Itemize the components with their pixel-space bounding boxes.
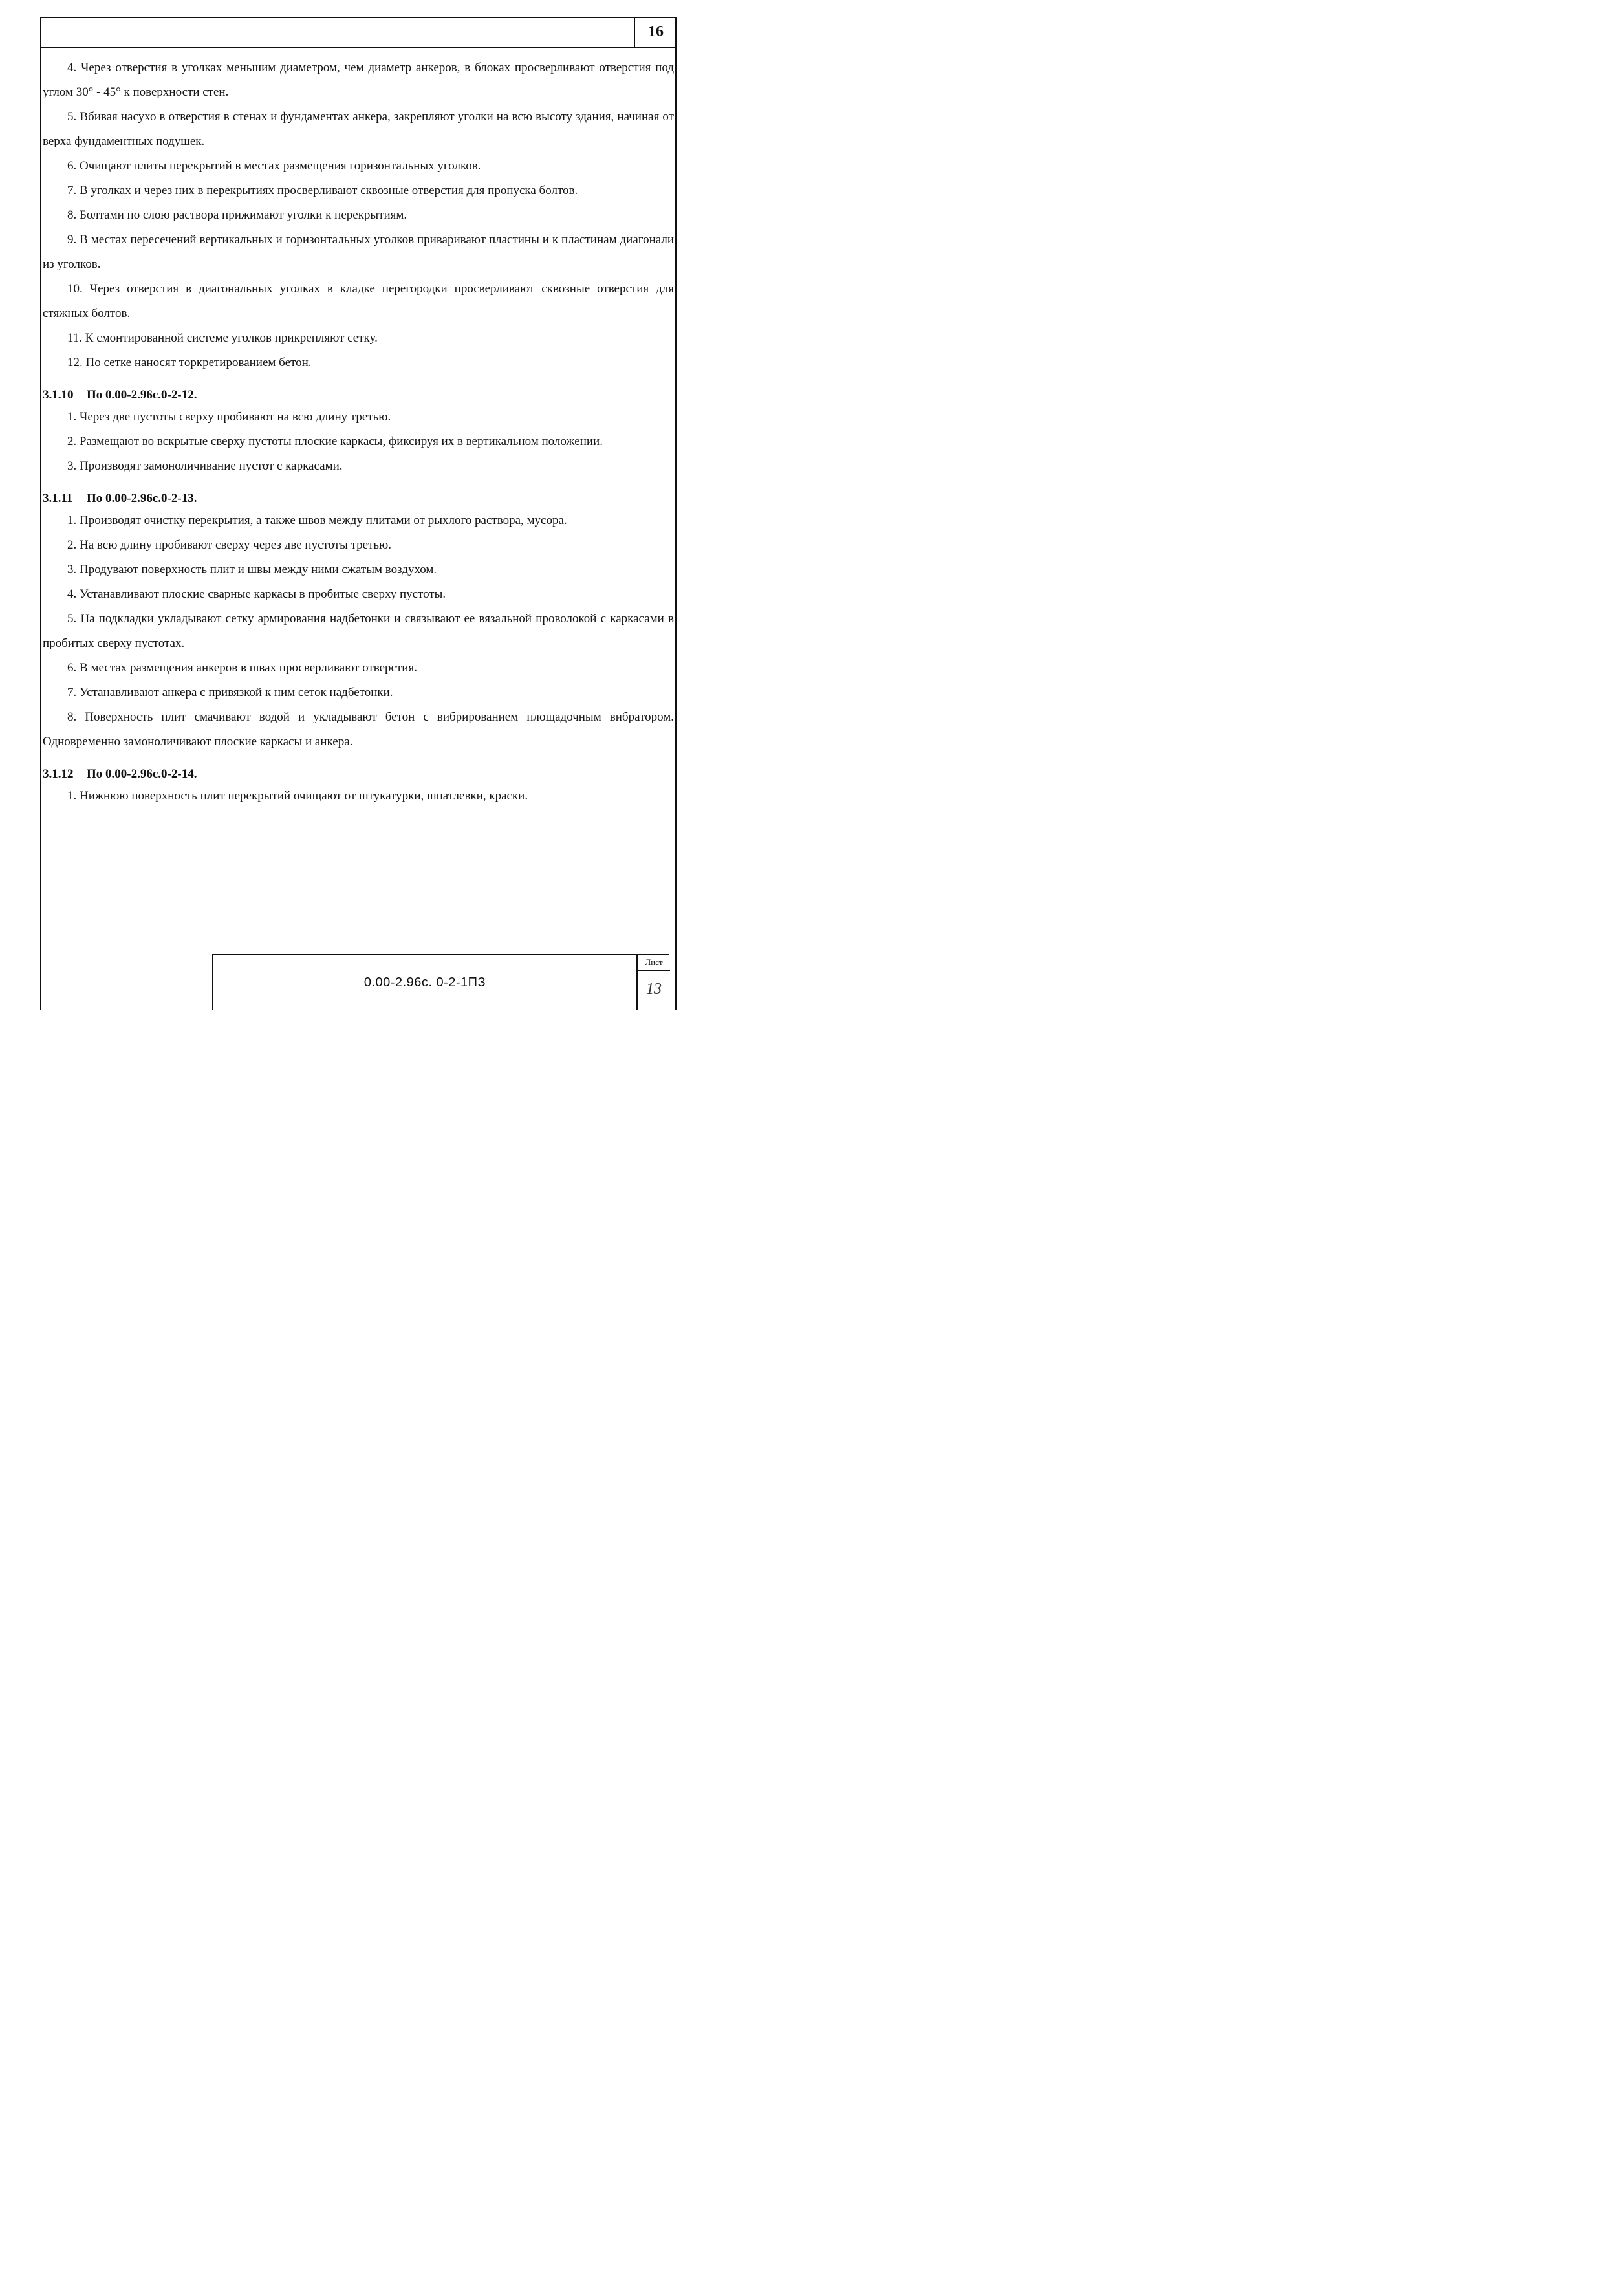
paragraph: 6. В местах размещения анкеров в швах просверливают отверстия.: [67, 661, 417, 675]
section-title: По 0.00-2.96с.0-2-12.: [87, 388, 197, 402]
paragraph: 8. Болтами по слою раствора прижимают уголки к перекрытиям.: [67, 208, 407, 222]
paragraph: 2. На всю длину пробивают сверху через две пустоты третью.: [67, 538, 392, 552]
paragraph: 7. В уголках и через них в перекрытиях просверливают сквозные отверстия для пропуска болтов.: [67, 184, 578, 197]
sheet-label: Лист: [638, 955, 670, 971]
paragraph: 7. Устанавливают анкера с привязкой к ним сеток надбетонки.: [67, 686, 393, 699]
section-title: По 0.00-2.96с.0-2-14.: [87, 767, 197, 781]
paragraph: 10. Через отверстия в диагональных уголках в кладке перегородки просверливают сквозные отверстия для стяжных болтов.: [43, 282, 674, 320]
paragraph: 1. Производят очистку перекрытия, а также швов между плитами от рыхлого раствора, мусора.: [67, 514, 567, 527]
paragraph: 3. Производят замоноличивание пустот с каркасами.: [67, 459, 343, 473]
section-gap: [43, 754, 674, 765]
document-code: 0.00-2.96с. 0-2-1ПЗ: [363, 975, 486, 990]
paragraph: 8. Поверхность плит смачивают водой и укладывают бетон с вибрированием площадочным вибратором. Одновременно замоноличивают плоские каркасы и анкера.: [43, 710, 674, 748]
section-number: 3.1.10: [43, 388, 74, 402]
section-heading: [43, 386, 674, 405]
paragraph: 1. Нижнюю поверхность плит перекрытий очищают от штукатурки, шпатлевки, краски.: [67, 789, 528, 803]
section-heading: [43, 765, 674, 784]
section-gap: [43, 375, 674, 386]
paragraph: 4. Устанавливают плоские сварные каркасы в пробитые сверху пустоты.: [67, 587, 446, 601]
paragraph: 12. По сетке наносят торкретированием бетон.: [67, 356, 312, 369]
paragraph: 2. Размещают во вскрытые сверху пустоты плоские каркасы, фиксируя их в вертикальном положении.: [67, 435, 603, 448]
document-body: [43, 56, 674, 809]
paragraph: 1. Через две пустоты сверху пробивают на всю длину третью.: [67, 410, 391, 424]
title-block: [212, 954, 669, 1010]
section-heading: [43, 489, 674, 508]
paragraph: 3. Продувают поверхность плит и швы между ними сжатым воздухом.: [67, 563, 437, 576]
page-number: 16: [634, 17, 677, 47]
section-title: По 0.00-2.96с.0-2-13.: [87, 492, 197, 505]
section-number: 3.1.12: [43, 767, 74, 781]
paragraph: 4. Через отверстия в уголках меньшим диаметром, чем диаметр анкеров, в блоках просверливают отверстия под углом 30° - 45° к поверхности стен.: [43, 61, 674, 99]
sheet-number: 13: [646, 981, 662, 997]
sheet-cell: [636, 955, 670, 1010]
paragraph: 5. На подкладки укладывают сетку армирования надбетонки и связывают ее вязальной проволокой с каркасами в пробитых сверху пустотах.: [43, 612, 674, 650]
paragraph: 6. Очищают плиты перекрытий в местах размещения горизонтальных уголков.: [67, 159, 481, 173]
paragraph: 9. В местах пересечений вертикальных и горизонтальных уголков приваривают пластины и к пластинам диагонали из уголков.: [43, 233, 674, 271]
section-number: 3.1.11: [43, 492, 73, 505]
paragraph: 5. Вбивая насухо в отверстия в стенах и фундаментах анкера, закрепляют уголки на всю высоту здания, начиная от верха фундаментных подушек.: [43, 110, 674, 148]
section-gap: [43, 479, 674, 489]
paragraph: 11. К смонтированной системе уголков прикрепляют сетку.: [67, 331, 378, 345]
header-rule: [40, 47, 677, 48]
